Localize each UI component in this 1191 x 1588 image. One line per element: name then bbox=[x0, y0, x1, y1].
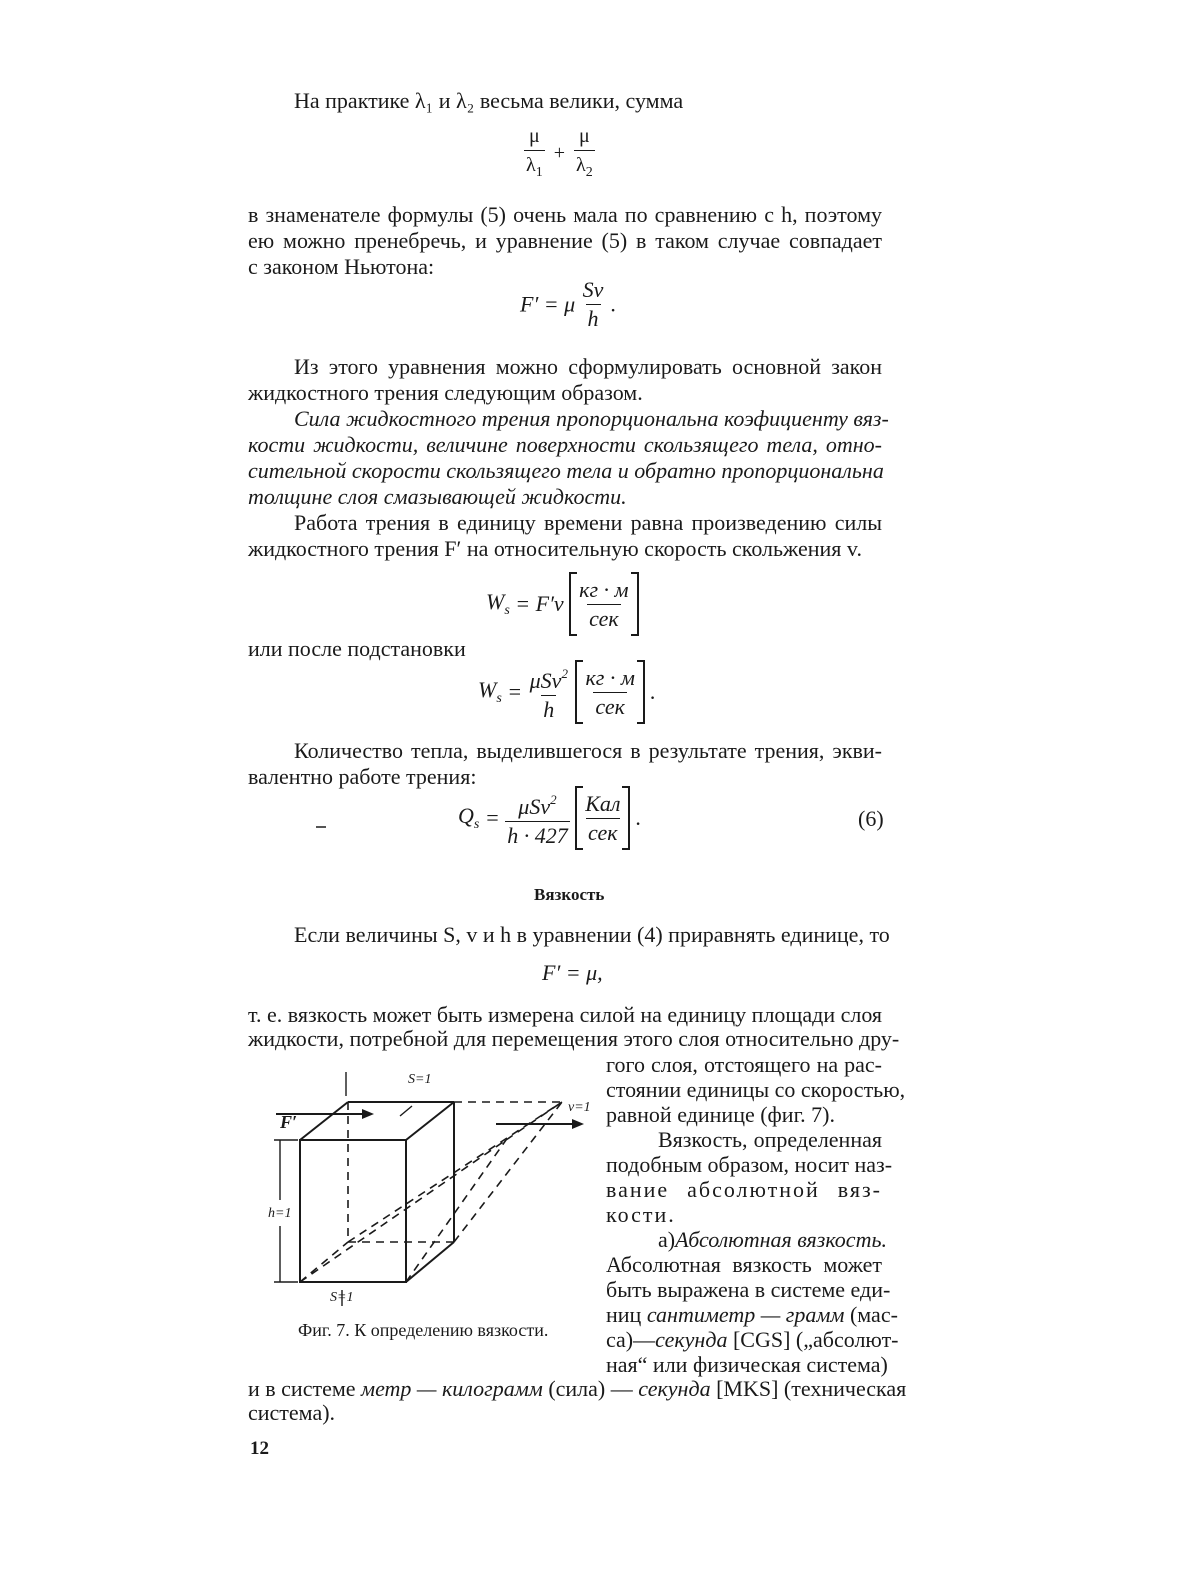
para-denominator-line3: с законом Ньютона: bbox=[248, 254, 435, 279]
col-line13: ная“ или физическая система) bbox=[606, 1352, 888, 1377]
para-viscosity-line1: т. е. вязкость может быть измерена силой на единицу площади слоя bbox=[248, 1002, 883, 1027]
law-line4: толщине слоя смазывающей жидкости. bbox=[248, 484, 627, 509]
col-line4: Вязкость, определенная bbox=[658, 1127, 882, 1152]
para-formulate-line2: жидкостного трения следующим образом. bbox=[248, 380, 643, 405]
para-denominator-line1: в знаменателе формулы (5) очень мала по сравнению с h, поэтому bbox=[248, 202, 882, 227]
col-line1: гого слоя, отстоящего на рас- bbox=[606, 1052, 882, 1077]
para-formulate-line1: Из этого уравнения можно сформулировать основной закон bbox=[294, 354, 882, 379]
law-line2: кости жидкости, величине поверхности скользящего тела, отно- bbox=[248, 432, 882, 457]
formula-f-equals-mu: F′ = μ, bbox=[542, 960, 603, 985]
col-line12: са)—секунда [CGS] („абсолют- bbox=[606, 1327, 899, 1352]
law-line1: Сила жидкостного трения пропорциональна коэфициенту вяз- bbox=[294, 406, 889, 431]
figure-caption: Фиг. 7. К определению вязкости. bbox=[298, 1320, 549, 1340]
para-mks-line1: и в системе метр — килограмм (сила) — секунда [MKS] (техническая bbox=[248, 1376, 907, 1401]
figure-7-cube-diagram bbox=[262, 1066, 602, 1316]
para-work-line2: жидкостного трения F′ на относительную скорость скольжения v. bbox=[248, 536, 862, 561]
figure-label-v: v=1 bbox=[568, 1100, 591, 1115]
scan-mark bbox=[316, 826, 326, 828]
figure-label-h: h=1 bbox=[268, 1206, 292, 1221]
para-mks-line2: система). bbox=[248, 1400, 336, 1425]
fraction-mu-lambda1: $\frac{\mu}{\lambda_1}$ bbox=[524, 122, 545, 187]
law-line3: сительной скорости скользящего тела и обратно пропорциональна bbox=[248, 458, 884, 483]
cube-front-face bbox=[300, 1140, 406, 1282]
equation-number-6: (6) bbox=[858, 806, 884, 831]
col-line2: стоянии единицы со скоростью, bbox=[606, 1077, 906, 1102]
para-work-line1: Работа трения в единицу времени равна произведению силы bbox=[294, 510, 882, 535]
para-unit-values: Если величины S, v и h в уравнении (4) приравнять единице, то bbox=[294, 922, 890, 947]
col-line9: Абсолютная вязкость может bbox=[606, 1252, 882, 1277]
col-line11: ниц сантиметр — грамм (мас- bbox=[606, 1302, 898, 1327]
figure-label-s-top: S=1 bbox=[408, 1072, 432, 1087]
formula-newton: F′ = μ $\frac{Sv}{h}$ . bbox=[520, 277, 617, 331]
page-number: 12 bbox=[250, 1438, 269, 1459]
fraction-mu-lambda2: $\frac{\mu}{\lambda_2}$ bbox=[574, 122, 595, 187]
col-line10: быть выражена в системе еди- bbox=[606, 1277, 891, 1302]
para-heat-line1: Количество тепла, выделившегося в результате трения, экви- bbox=[294, 738, 882, 763]
figure-label-s-bottom: S=1 bbox=[330, 1290, 354, 1305]
para-intro-line: На практике λ₁ и λ₂ весьма велики, сумма bbox=[294, 88, 684, 113]
figure-label-f: F′ bbox=[280, 1112, 298, 1132]
para-heat-line2: валентно работе трения: bbox=[248, 764, 477, 789]
para-denominator-line2: ею можно пренебречь, и уравнение (5) в таком случае совпадает bbox=[248, 228, 882, 253]
para-viscosity-line2: жидкости, потребной для перемещения этого слоя относительно дру- bbox=[248, 1026, 900, 1051]
para-substitution: или после подстановки bbox=[248, 636, 466, 661]
col-line5: подобным образом, носит наз- bbox=[606, 1152, 893, 1177]
formula-work: $W_s = F'v$ $\frac{кг \cdot м}{\text{сек}}$ bbox=[486, 572, 639, 636]
units-bracket: $\frac{кг \cdot м}{\text{сек}}$ bbox=[569, 572, 638, 636]
col-line7: кости. bbox=[606, 1202, 676, 1227]
section-title: Вязкость bbox=[534, 885, 605, 904]
col-line3: равной единице (фиг. 7). bbox=[606, 1102, 835, 1127]
formula-work-substituted: $W_s$ = $\frac{\mu Sv^2}{h}$ $\frac{кг \cdot м}{\text{сек}}$ . bbox=[478, 660, 656, 724]
col-line6: вание абсолютной вяз- bbox=[606, 1177, 882, 1202]
velocity-arrow bbox=[496, 1119, 584, 1129]
formula-sum: $\frac{\mu}{\lambda_1}$ + $\frac{\mu}{\lambda_2}$ bbox=[524, 122, 595, 187]
col-line8: а)Абсолютная вязкость. bbox=[658, 1227, 887, 1252]
formula-heat: $Q_s$ = $\frac{\mu Sv^2}{h \cdot 427}$ $\frac{\text{Кал}}{\text{сек}}$ . bbox=[458, 786, 641, 850]
